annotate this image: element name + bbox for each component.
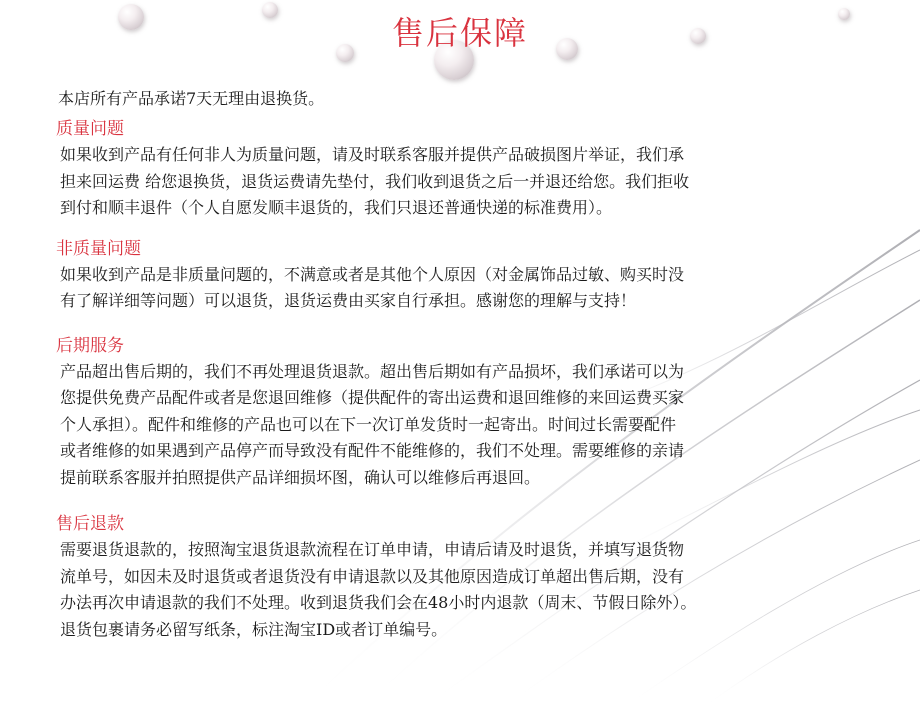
body-line: 个人承担）。配件和维修的产品也可以在下一次订单发货时一起寄出。时间过长需要配件 bbox=[60, 414, 677, 434]
body-line: 提前联系客服并拍照提供产品详细损坏图，确认可以维修后再退回。 bbox=[60, 467, 541, 487]
body-line: 办法再次申请退款的我们不处理。收到退货我们会在48小时内退款（周末、节假日除外）。 bbox=[60, 593, 697, 612]
body-line: 如果收到产品是非质量问题的，不满意或者是其他个人原因（对金属饰品过敏、购买时没 bbox=[60, 264, 685, 284]
content bbox=[56, 86, 896, 643]
section-heading: 售后退款 bbox=[56, 514, 124, 534]
section-refund bbox=[56, 511, 896, 643]
body-line: 您提供免费产品配件或者是您退回维修（提供配件的寄出运费和退回维修的来回运费买家 bbox=[60, 388, 685, 407]
body-line: 需要退货退款的，按照淘宝退货退款流程在订单申请，申请后请及时退货，并填写退货物 bbox=[60, 540, 685, 559]
section-body bbox=[60, 142, 896, 222]
section-heading: 后期服务 bbox=[56, 335, 124, 356]
body-line: 到付和顺丰退件（个人自愿发顺丰退货的，我们只退还普通快递的标准费用）。 bbox=[60, 198, 613, 217]
section-non-quality-issue bbox=[56, 236, 896, 315]
body-line: 产品超出售后期的，我们不再处理退货退款。超出售后期如有产品损坏，我们承诺可以为 bbox=[60, 361, 685, 381]
section-quality-issue bbox=[56, 116, 896, 222]
body-line: 流单号，如因未及时退货或者退货没有申请退款以及其他原因造成订单超出售后期，没有 bbox=[60, 566, 685, 586]
section-body bbox=[60, 359, 896, 492]
section-body bbox=[60, 537, 896, 643]
page-title: 售后保障 bbox=[391, 14, 528, 52]
intro-text: 本店所有产品承诺7天无理由退换货。 bbox=[58, 89, 325, 108]
body-line: 退货包裹请务必留写纸条，标注淘宝ID或者订单编号。 bbox=[60, 619, 448, 639]
body-line: 如果收到产品有任何非人为质量问题，请及时联系客服并提供产品破损图片举证，我们承 bbox=[60, 145, 685, 164]
section-body bbox=[60, 262, 896, 315]
section-heading: 非质量问题 bbox=[56, 238, 141, 259]
section-heading: 质量问题 bbox=[56, 119, 124, 139]
body-line: 有了解详细等问题）可以退货，退货运费由买家自行承担。感谢您的理解与支持！ bbox=[60, 291, 637, 310]
section-after-service bbox=[56, 333, 896, 492]
body-line: 或者维修的如果遇到产品停产而导致没有配件不能维修的，我们不处理。需要维修的亲请 bbox=[60, 441, 685, 460]
body-line: 担来回运费 给您退换货，退货运费请先垫付，我们收到退货之后一并退还给您。我们拒收 bbox=[60, 171, 690, 191]
